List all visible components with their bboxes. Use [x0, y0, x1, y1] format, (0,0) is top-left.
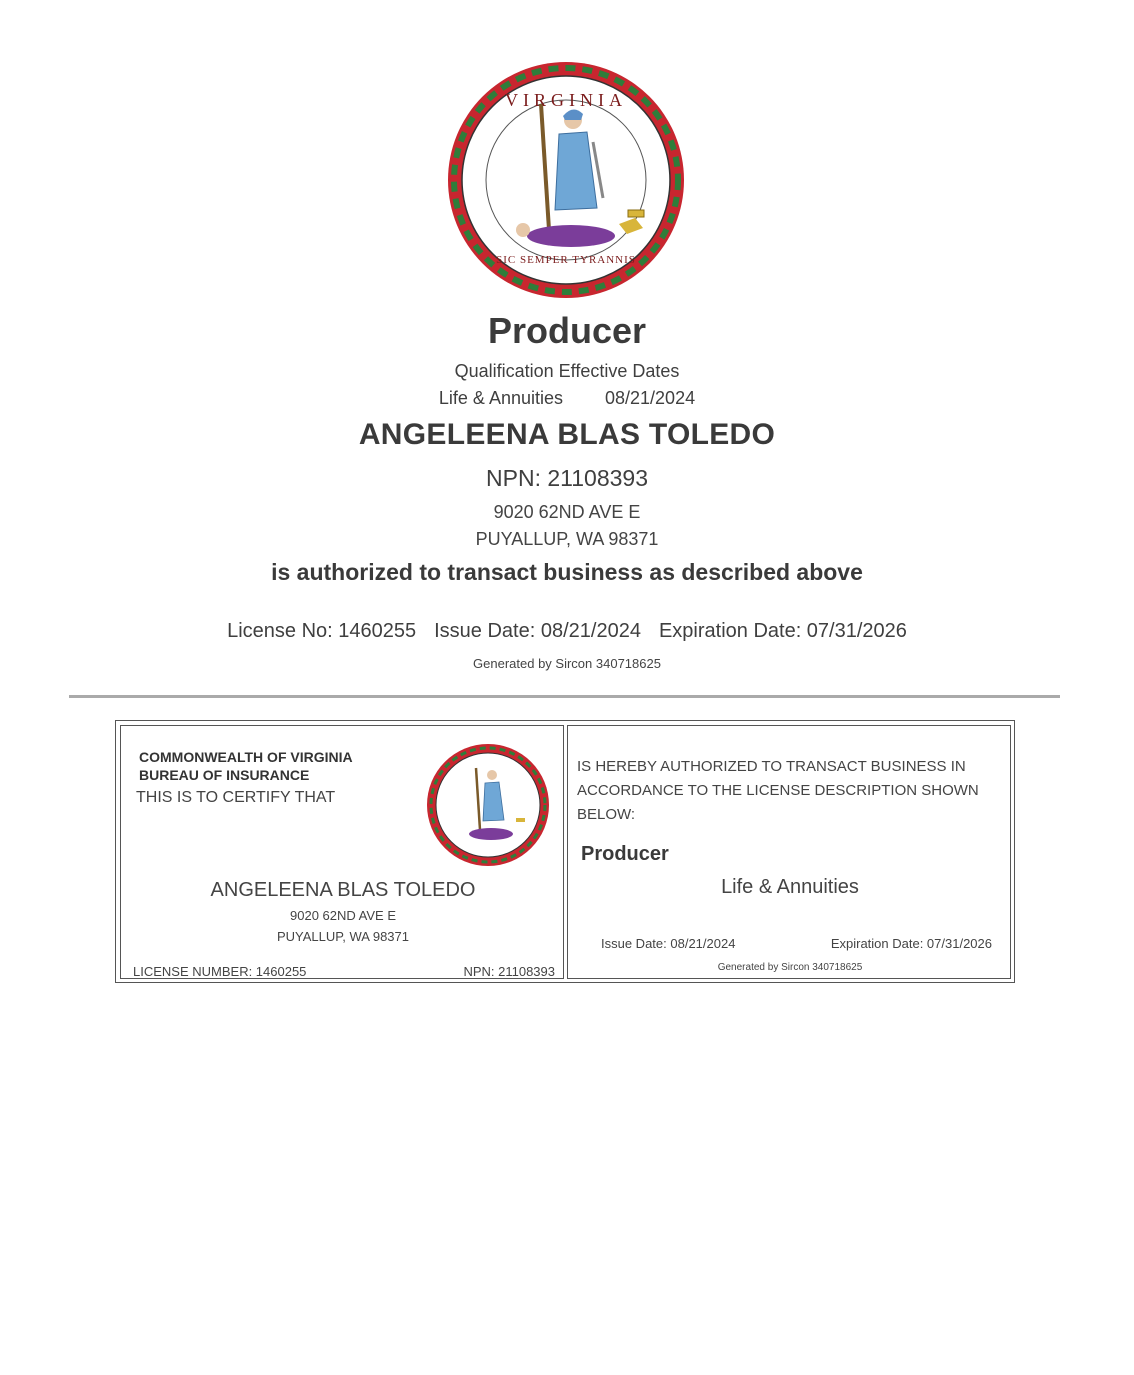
- wallet-card-left-panel: [120, 725, 564, 979]
- card-expiration-date: Expiration Date: 07/31/2026: [830, 936, 992, 951]
- certificate-title: Producer: [487, 310, 647, 351]
- seal-motto-text: SIC SEMPER TYRANNIS: [496, 254, 636, 266]
- wallet-card-right-panel: [567, 725, 1011, 979]
- virginia-seal-small-logo: [421, 742, 555, 868]
- section-divider: [69, 695, 1060, 698]
- card-license-number: LICENSE NUMBER: 1460255: [133, 964, 307, 979]
- card-issue-date: Issue Date: 08/21/2024: [601, 936, 736, 951]
- card-line-of-authority: Life & Annuities: [721, 876, 859, 898]
- address-line-2: PUYALLUP, WA 98371: [475, 529, 659, 549]
- qualification-row: [0, 388, 1134, 409]
- qualification-date: 08/21/2024: [605, 388, 696, 408]
- qualification-name: Life & Annuities: [438, 388, 563, 408]
- card-producer-type: Producer: [581, 843, 669, 865]
- npn-number: NPN: 21108393: [486, 465, 648, 491]
- card-generated-by: Generated by Sircon 340718625: [717, 962, 863, 973]
- license-number: License No: 1460255: [227, 620, 417, 642]
- certify-text: THIS IS TO CERTIFY THAT: [136, 789, 336, 806]
- virginia-seal-logo: [431, 58, 701, 303]
- qualification-header: Qualification Effective Dates: [454, 361, 680, 381]
- authorization-statement: is authorized to transact business as described above: [271, 559, 863, 585]
- issue-date: Issue Date: 08/21/2024: [434, 620, 641, 642]
- seal-small-graphic: [421, 742, 555, 868]
- expiration-date: Expiration Date: 07/31/2026: [658, 620, 907, 642]
- card-npn: NPN: 21108393: [463, 964, 555, 979]
- holder-name: ANGELEENA BLAS TOLEDO: [358, 418, 776, 451]
- generated-by: Generated by Sircon 340718625: [473, 656, 661, 671]
- card-authorization: IS HEREBY AUTHORIZED TO TRANSACT BUSINESS IN ACCORDANCE TO THE LICENSE DESCRIPTION SHOWN BELOW:: [577, 758, 979, 823]
- address-line-1: 9020 62ND AVE E: [493, 502, 641, 522]
- seal-top-text: VIRGINIA: [505, 90, 627, 110]
- license-info-line: [0, 620, 1134, 643]
- wallet-card: [115, 720, 1015, 983]
- card-address-line-1: 9020 62ND AVE E: [290, 908, 396, 923]
- org-line-1: COMMONWEALTH OF VIRGINIA: [139, 749, 353, 765]
- org-line-2: BUREAU OF INSURANCE: [139, 767, 310, 783]
- card-holder-name: ANGELEENA BLAS TOLEDO: [210, 879, 476, 901]
- card-address-line-2: PUYALLUP, WA 98371: [276, 929, 409, 944]
